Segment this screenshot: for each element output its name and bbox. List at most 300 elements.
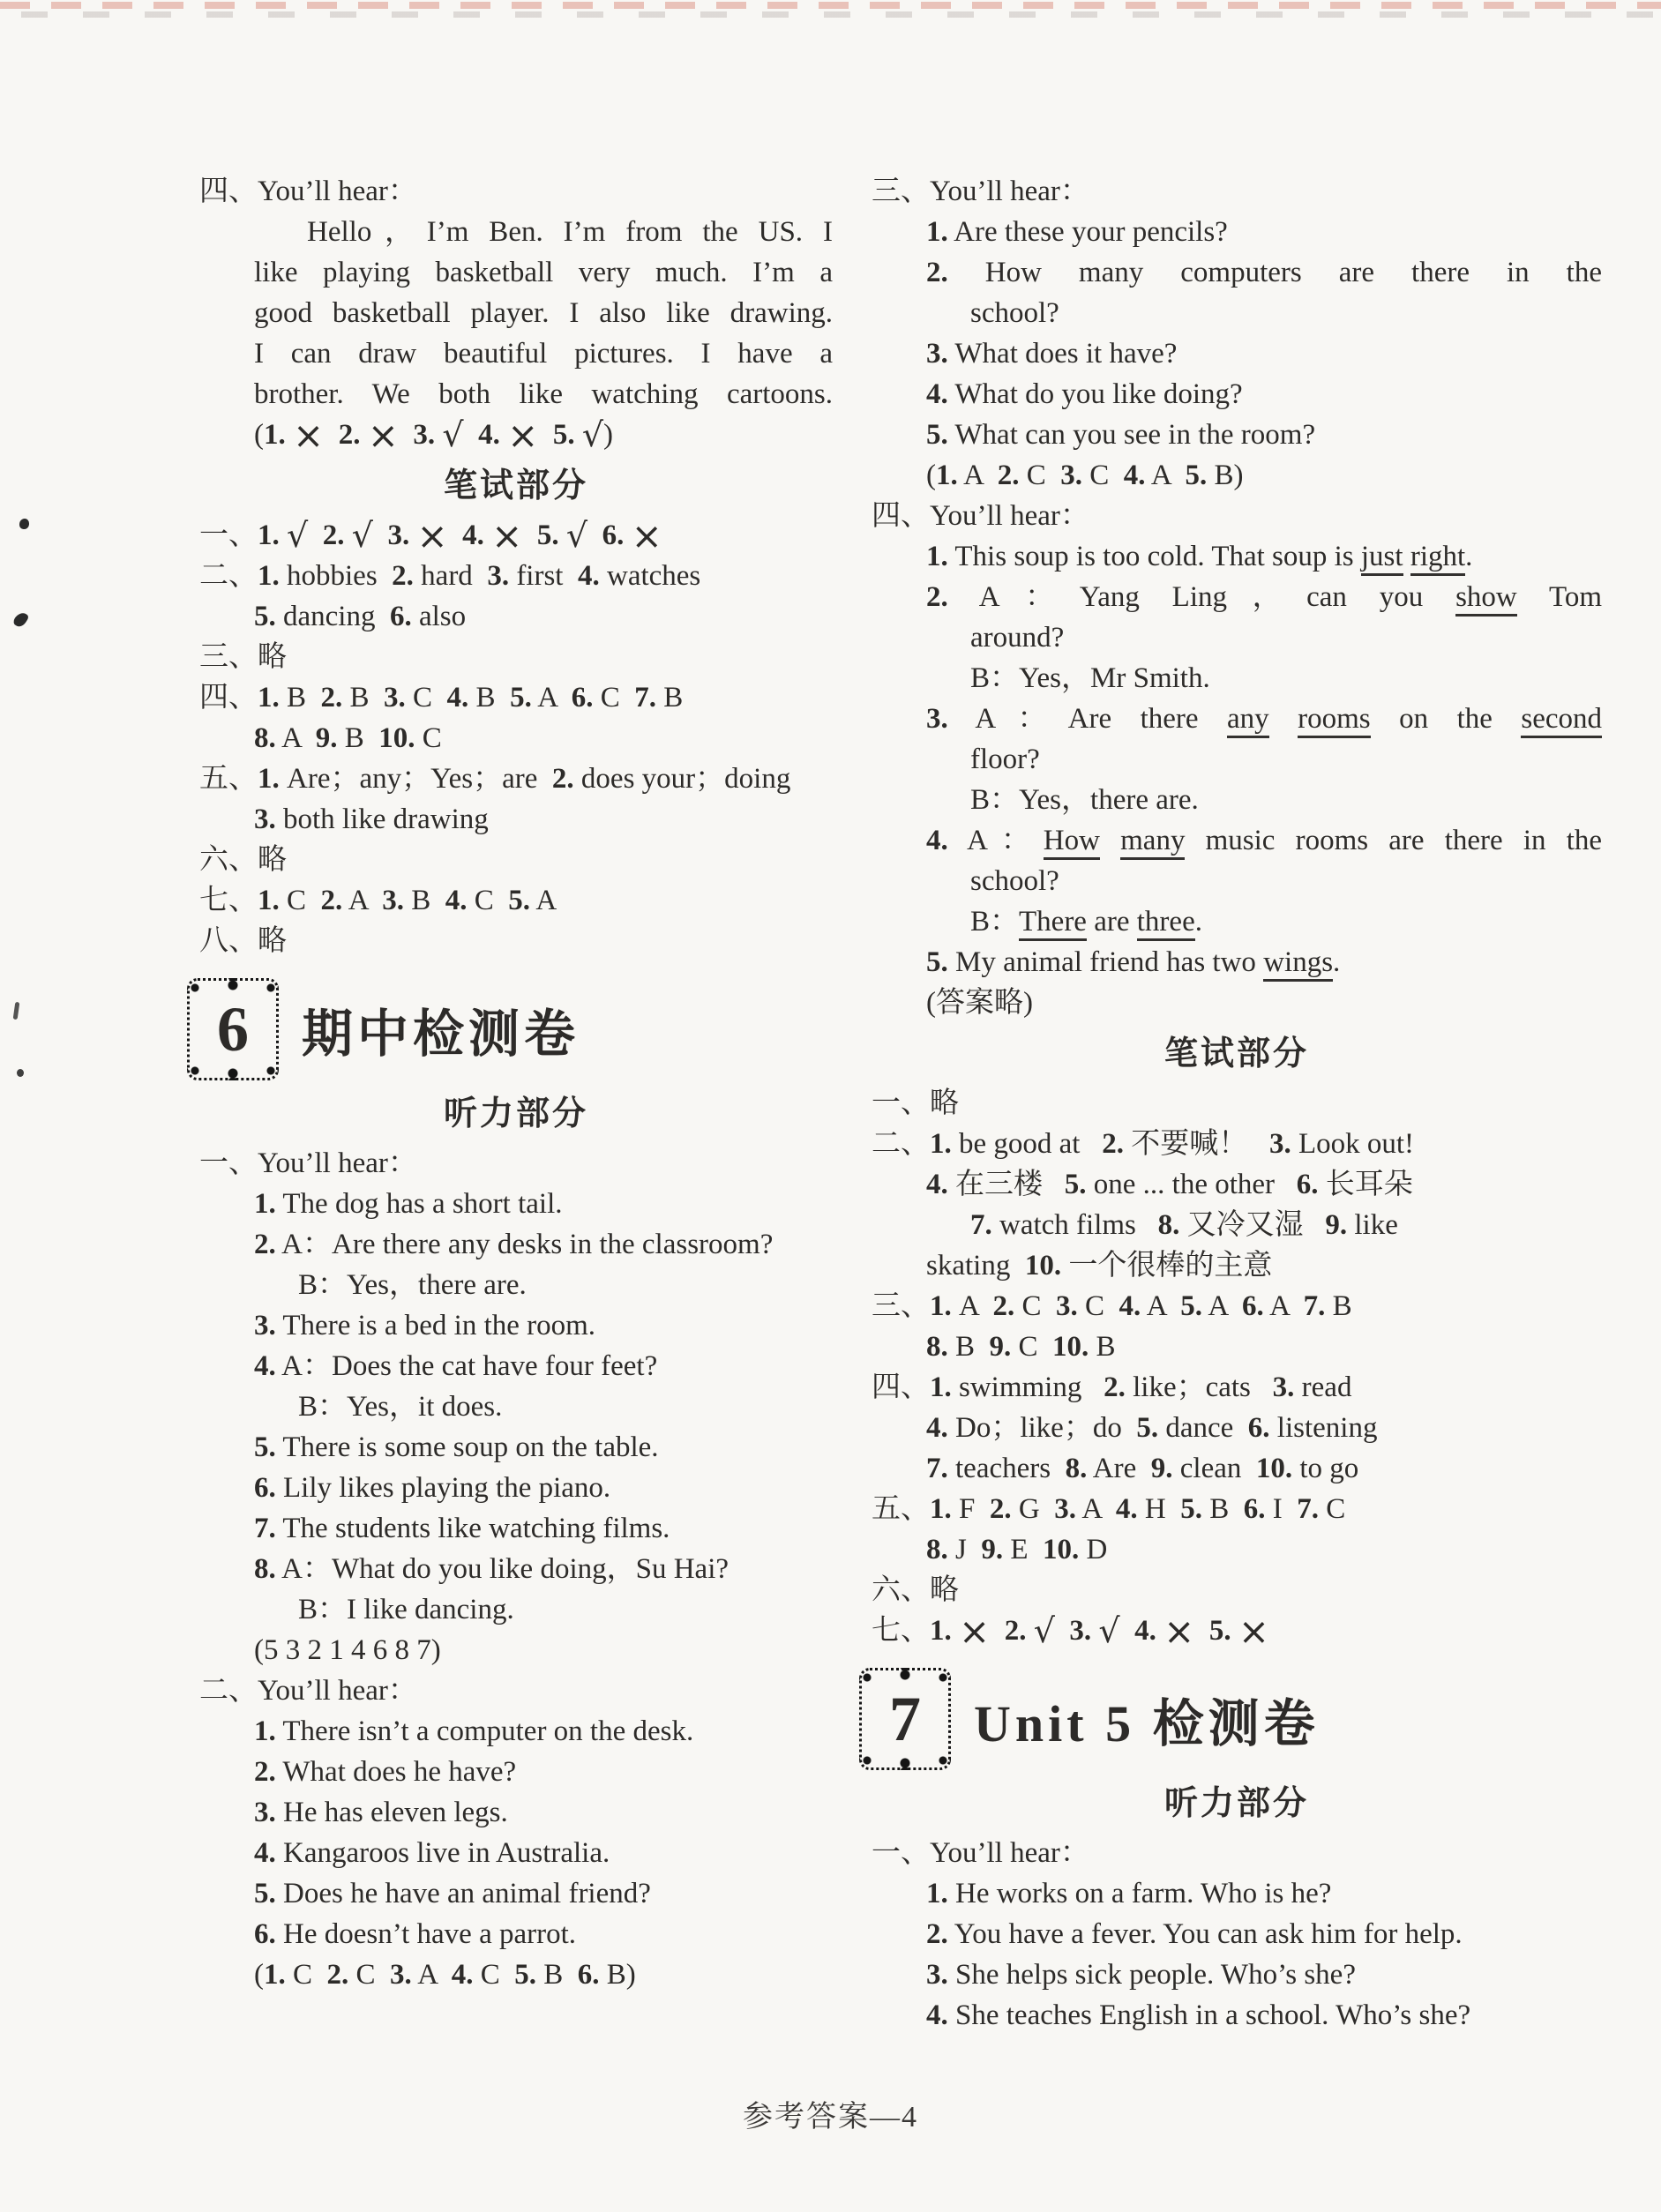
text-run: 五、 bbox=[872, 1493, 930, 1525]
item-number: 5. bbox=[510, 682, 532, 714]
item-number: 3. bbox=[1268, 1128, 1291, 1160]
text-line bbox=[872, 1245, 1602, 1286]
item-number: 1. bbox=[926, 1878, 948, 1909]
text-run: like；cats bbox=[1125, 1371, 1273, 1403]
text-run: The students like watching films. bbox=[275, 1513, 670, 1544]
text-run: 四、You’ll hear： bbox=[872, 500, 1089, 532]
page-number-footer: 参考答案—4 bbox=[743, 2101, 918, 2134]
text-line bbox=[872, 333, 1602, 374]
text-run: B) bbox=[1207, 460, 1244, 491]
text-run: 七、 bbox=[199, 885, 258, 916]
text-run bbox=[575, 419, 582, 451]
text-line bbox=[199, 171, 833, 212]
text-line bbox=[199, 1508, 833, 1549]
text-line bbox=[872, 1529, 1602, 1570]
text-run: He has eleven legs. bbox=[275, 1797, 508, 1828]
text-run: ) bbox=[603, 419, 614, 451]
text-run: 一、 bbox=[199, 519, 258, 551]
text-run: good basketball player. I also like drawing. bbox=[254, 297, 833, 329]
text-line bbox=[199, 1630, 833, 1670]
cross-mark: × bbox=[367, 414, 399, 457]
underlined-answer: many bbox=[1120, 825, 1185, 860]
item-number: 7. bbox=[254, 1513, 276, 1544]
text-run: Tom bbox=[1516, 581, 1602, 613]
text-line bbox=[199, 1670, 833, 1711]
item-number: 5. bbox=[254, 1878, 276, 1909]
item-number: 4. bbox=[926, 825, 948, 856]
text-line bbox=[872, 415, 1602, 455]
text-line bbox=[872, 983, 1602, 1023]
item-number: 7. bbox=[634, 682, 657, 714]
text-run: B：Yes，there are. bbox=[970, 784, 1199, 816]
text-run: watches bbox=[599, 560, 701, 592]
text-run: both like drawing bbox=[275, 803, 489, 835]
text-line bbox=[872, 942, 1602, 983]
item-number: 3. bbox=[384, 682, 406, 714]
text-line bbox=[872, 1164, 1602, 1205]
cross-mark: × bbox=[959, 1610, 991, 1653]
item-number: 8. bbox=[926, 1331, 948, 1363]
text-line bbox=[199, 415, 833, 455]
item-number: 2. bbox=[997, 460, 1020, 491]
text-run: B bbox=[1089, 1331, 1116, 1363]
text-run bbox=[1231, 1615, 1238, 1647]
text-run: I can draw beautiful pictures. I have a bbox=[254, 338, 833, 370]
text-line bbox=[872, 1914, 1602, 1954]
item-number: 5. bbox=[552, 419, 575, 451]
paragraph-line bbox=[199, 293, 833, 333]
text-line bbox=[199, 515, 833, 556]
text-run: B bbox=[656, 682, 684, 714]
item-number: 3. bbox=[413, 419, 436, 451]
item-number: 1. bbox=[926, 216, 948, 248]
text-run bbox=[484, 519, 491, 551]
item-number: 3. bbox=[1060, 460, 1082, 491]
text-line bbox=[199, 1711, 833, 1752]
item-number: 3. bbox=[926, 1959, 948, 1991]
text-line bbox=[872, 252, 1602, 293]
check-mark: √ bbox=[351, 516, 373, 555]
item-number: 4. bbox=[926, 1169, 948, 1200]
unit-badge-number: 6 bbox=[187, 978, 279, 1080]
text-run bbox=[464, 419, 479, 451]
text-line bbox=[199, 1752, 833, 1792]
text-line bbox=[872, 780, 1602, 820]
item-number: 3. bbox=[254, 803, 276, 835]
underlined-answer: rooms bbox=[1298, 703, 1371, 738]
text-run: 七、 bbox=[872, 1615, 930, 1647]
item-number: 2. bbox=[1004, 1615, 1027, 1647]
text-run: B：Yes，Mr Smith. bbox=[970, 662, 1210, 694]
text-run bbox=[952, 1615, 959, 1647]
text-run: A bbox=[957, 460, 998, 491]
text-run: What do you like doing? bbox=[947, 378, 1243, 410]
item-number: 5. bbox=[1208, 1615, 1231, 1647]
text-run: 听力部分 bbox=[443, 1095, 588, 1132]
item-number: 3. bbox=[1054, 1493, 1076, 1525]
text-run: 三、You’ll hear： bbox=[872, 176, 1089, 207]
item-number: 6. bbox=[602, 519, 625, 551]
item-number: 3. bbox=[390, 1959, 412, 1991]
text-line bbox=[199, 556, 833, 596]
text-run: on the bbox=[1370, 703, 1522, 735]
text-line bbox=[199, 1833, 833, 1873]
text-run: Are；any；Yes；are bbox=[279, 763, 552, 795]
item-number: 6. bbox=[1241, 1290, 1264, 1322]
check-mark: √ bbox=[287, 516, 309, 555]
item-number: 8. bbox=[926, 1534, 948, 1566]
text-line bbox=[872, 617, 1602, 658]
text-run: 一个很棒的主意 bbox=[1061, 1250, 1273, 1282]
text-run: A bbox=[1141, 1290, 1181, 1322]
text-line bbox=[199, 1954, 833, 1995]
text-run: hard bbox=[413, 560, 488, 592]
text-run: be good at bbox=[951, 1128, 1103, 1160]
underlined-answer: wings bbox=[1263, 946, 1333, 982]
text-run: B bbox=[536, 1959, 578, 1991]
text-line bbox=[872, 455, 1602, 496]
text-line bbox=[872, 739, 1602, 780]
text-run: 六、略 bbox=[199, 844, 287, 876]
text-run: D bbox=[1079, 1534, 1108, 1566]
text-run: F bbox=[951, 1493, 990, 1525]
underlined-answer: How bbox=[1044, 825, 1100, 860]
text-run: C bbox=[405, 682, 447, 714]
item-number: 2. bbox=[392, 560, 414, 592]
unit-badge-row bbox=[187, 975, 833, 1083]
part-heading bbox=[872, 1782, 1602, 1826]
text-line bbox=[872, 1995, 1602, 2036]
text-run: does your；doing bbox=[573, 763, 791, 795]
item-number: 1. bbox=[254, 1188, 276, 1220]
item-number: 3. bbox=[926, 338, 948, 370]
item-number: 1. bbox=[936, 460, 958, 491]
item-number: 1. bbox=[930, 1371, 952, 1403]
text-run: A bbox=[275, 722, 316, 754]
text-run: There isn’t a computer on the desk. bbox=[275, 1715, 694, 1747]
text-run: A bbox=[411, 1959, 452, 1991]
text-run: dancing bbox=[275, 601, 390, 632]
text-run bbox=[280, 519, 287, 551]
item-number: 8. bbox=[254, 1553, 276, 1585]
text-run: B bbox=[468, 682, 511, 714]
check-mark: √ bbox=[581, 415, 604, 454]
text-run: A bbox=[531, 682, 572, 714]
item-number: 6. bbox=[254, 1472, 276, 1504]
item-number: 4. bbox=[478, 419, 500, 451]
text-line bbox=[199, 718, 833, 759]
text-line bbox=[872, 536, 1602, 577]
check-mark: √ bbox=[565, 516, 588, 555]
item-number: 9. bbox=[989, 1331, 1012, 1363]
item-number: 2. bbox=[254, 1229, 276, 1260]
text-run: C bbox=[415, 722, 442, 754]
text-run bbox=[308, 519, 323, 551]
text-run: A：Yang Ling，can you bbox=[947, 581, 1456, 613]
item-number: 1. bbox=[264, 419, 286, 451]
cross-mark: × bbox=[631, 514, 662, 557]
text-run bbox=[538, 419, 553, 451]
text-run: He works on a farm. Who is he? bbox=[947, 1878, 1332, 1909]
text-run: one ... the other bbox=[1086, 1169, 1297, 1200]
text-run: C bbox=[348, 1959, 391, 1991]
text-run bbox=[559, 519, 566, 551]
text-line bbox=[199, 921, 833, 961]
item-number: 2. bbox=[1104, 1371, 1126, 1403]
item-number: 4. bbox=[926, 1412, 948, 1444]
cross-mark: × bbox=[293, 414, 325, 457]
text-run bbox=[1194, 1615, 1209, 1647]
text-run: 一、略 bbox=[872, 1087, 959, 1119]
text-line bbox=[199, 1589, 833, 1630]
text-line bbox=[199, 759, 833, 799]
item-number: 10. bbox=[1043, 1534, 1080, 1566]
text-run: A bbox=[1202, 1290, 1242, 1322]
text-run: I bbox=[1265, 1493, 1298, 1525]
text-line bbox=[199, 1427, 833, 1468]
item-number: 3. bbox=[487, 560, 510, 592]
text-run: The dog has a short tail. bbox=[275, 1188, 563, 1220]
text-line bbox=[872, 1408, 1602, 1448]
item-number: 3. bbox=[1056, 1290, 1078, 1322]
text-run: ( bbox=[926, 460, 936, 491]
item-number: 3. bbox=[254, 1310, 276, 1341]
text-run bbox=[624, 519, 631, 551]
text-run: Are these your pencils? bbox=[947, 216, 1228, 248]
text-run bbox=[1120, 1615, 1135, 1647]
text-run: B bbox=[1202, 1493, 1244, 1525]
unit-badge-row bbox=[859, 1665, 1602, 1773]
item-number: 2. bbox=[926, 1918, 948, 1950]
item-number: 9. bbox=[981, 1534, 1004, 1566]
item-number: 2. bbox=[992, 1290, 1015, 1322]
text-run: read bbox=[1294, 1371, 1352, 1403]
text-line bbox=[872, 1489, 1602, 1529]
text-run bbox=[522, 519, 537, 551]
text-line bbox=[199, 1873, 833, 1914]
text-run: hobbies bbox=[279, 560, 393, 592]
text-run: are bbox=[1086, 906, 1137, 938]
text-line bbox=[872, 171, 1602, 212]
text-line bbox=[872, 1448, 1602, 1489]
item-number: 5. bbox=[1185, 460, 1208, 491]
item-number: 4. bbox=[462, 519, 484, 551]
text-run: teachers bbox=[947, 1453, 1066, 1484]
text-run: Hello，I’m Ben. I’m from the US. I bbox=[307, 216, 833, 248]
text-line bbox=[872, 1286, 1602, 1326]
text-run: H bbox=[1137, 1493, 1181, 1525]
text-run: B bbox=[403, 885, 445, 916]
text-run: My animal friend has two bbox=[947, 946, 1264, 978]
text-line bbox=[872, 1833, 1602, 1873]
text-run: B：Yes，there are. bbox=[298, 1269, 527, 1301]
item-number: 4. bbox=[1119, 1290, 1141, 1322]
item-number: 10. bbox=[1255, 1453, 1293, 1484]
underlined-answer: right bbox=[1410, 541, 1465, 576]
text-run: B： bbox=[970, 906, 1020, 938]
text-run: B) bbox=[599, 1959, 636, 1991]
text-run: She teaches English in a school. Who’s she? bbox=[947, 1999, 1471, 2031]
text-line bbox=[872, 1205, 1602, 1245]
item-number: 2. bbox=[254, 1756, 276, 1788]
item-number: 1. bbox=[264, 1959, 286, 1991]
text-run: B bbox=[279, 682, 321, 714]
item-number: 5. bbox=[254, 1431, 276, 1463]
text-run: B bbox=[1325, 1290, 1352, 1322]
text-run: J bbox=[947, 1534, 982, 1566]
text-run bbox=[286, 419, 293, 451]
item-number: 4. bbox=[926, 378, 948, 410]
text-run bbox=[1026, 1615, 1033, 1647]
item-number: 1. bbox=[930, 1615, 952, 1647]
item-number: 7. bbox=[970, 1209, 992, 1241]
text-run: C bbox=[473, 1959, 515, 1991]
underlined-answer: three bbox=[1137, 906, 1195, 941]
item-number: 4. bbox=[1123, 460, 1146, 491]
text-run: brother. We both like watching cartoons. bbox=[254, 378, 833, 410]
text-run: 一、You’ll hear： bbox=[199, 1147, 417, 1179]
text-line bbox=[199, 596, 833, 637]
item-number: 4. bbox=[446, 682, 469, 714]
text-run bbox=[1055, 1615, 1070, 1647]
text-run bbox=[587, 519, 602, 551]
text-run: 六、略 bbox=[872, 1574, 959, 1606]
item-number: 6. bbox=[389, 601, 412, 632]
item-number: 3. bbox=[926, 703, 948, 735]
text-run bbox=[1269, 703, 1298, 735]
ink-speck bbox=[19, 519, 29, 529]
text-run: 四、You’ll hear： bbox=[199, 176, 417, 207]
item-number: 5. bbox=[1136, 1412, 1159, 1444]
item-number: 2. bbox=[926, 257, 948, 288]
text-run: 在三楼 bbox=[947, 1169, 1065, 1200]
item-number: 8. bbox=[254, 722, 276, 754]
text-run: clean bbox=[1172, 1453, 1256, 1484]
item-number: 8. bbox=[1157, 1209, 1180, 1241]
text-run: around? bbox=[970, 622, 1065, 654]
paragraph-line bbox=[199, 252, 833, 293]
text-run: A bbox=[530, 885, 557, 916]
text-line bbox=[872, 1610, 1602, 1651]
text-run bbox=[1403, 541, 1410, 572]
item-number: 2. bbox=[926, 581, 948, 613]
item-number: 2. bbox=[989, 1493, 1012, 1525]
item-number: 3. bbox=[254, 1797, 276, 1828]
item-number: 2. bbox=[322, 519, 345, 551]
text-run: B bbox=[337, 722, 379, 754]
item-number: 8. bbox=[1065, 1453, 1088, 1484]
part-heading bbox=[872, 1032, 1602, 1076]
text-run bbox=[500, 419, 507, 451]
text-run: 笔试部分 bbox=[443, 467, 588, 504]
underlined-answer: There bbox=[1019, 906, 1087, 941]
text-line bbox=[872, 577, 1602, 617]
item-number: 10. bbox=[1024, 1250, 1062, 1282]
text-line bbox=[199, 1792, 833, 1833]
text-run: How many computers are there in the bbox=[947, 257, 1602, 288]
text-line bbox=[872, 496, 1602, 536]
text-run: skating bbox=[926, 1250, 1025, 1282]
text-run: Lily likes playing the piano. bbox=[275, 1472, 611, 1504]
unit-badge-title: 期中检测卷 bbox=[302, 1005, 580, 1063]
check-mark: √ bbox=[442, 415, 464, 454]
item-number: 4. bbox=[926, 1999, 948, 2031]
item-number: 4. bbox=[1115, 1493, 1138, 1525]
text-run: . bbox=[1333, 946, 1341, 978]
item-number: 1. bbox=[930, 1493, 952, 1525]
text-run: 长耳朵 bbox=[1318, 1169, 1413, 1200]
item-number: 2. bbox=[1102, 1128, 1124, 1160]
check-mark: √ bbox=[1098, 1611, 1120, 1650]
text-run: 听力部分 bbox=[1163, 1785, 1309, 1822]
text-line bbox=[872, 1367, 1602, 1408]
text-line bbox=[199, 677, 833, 718]
text-run bbox=[990, 1615, 1005, 1647]
text-line bbox=[872, 293, 1602, 333]
text-run: ( bbox=[254, 419, 264, 451]
text-run: There is a bed in the room. bbox=[275, 1310, 596, 1341]
text-run: C bbox=[1014, 1290, 1057, 1322]
item-number: 7. bbox=[1297, 1493, 1320, 1525]
text-line bbox=[872, 1570, 1602, 1610]
text-run: Does he have an animal friend? bbox=[275, 1878, 651, 1909]
text-run: 又冷又湿 bbox=[1179, 1209, 1326, 1241]
text-run: C bbox=[1019, 460, 1061, 491]
text-run: school? bbox=[970, 297, 1059, 329]
text-run: This soup is too cold. That soup is bbox=[947, 541, 1361, 572]
text-line bbox=[199, 1224, 833, 1265]
text-run: first bbox=[509, 560, 578, 592]
text-line bbox=[199, 880, 833, 921]
text-run: like playing basketball very much. I’m a bbox=[254, 257, 833, 288]
unit-badge-title: Unit 5 检测卷 bbox=[974, 1695, 1320, 1752]
text-run bbox=[448, 519, 463, 551]
text-line bbox=[872, 699, 1602, 739]
text-run: B bbox=[947, 1331, 990, 1363]
paragraph-line bbox=[199, 374, 833, 415]
text-run: Are bbox=[1087, 1453, 1151, 1484]
item-number: 5. bbox=[1180, 1493, 1202, 1525]
cross-mark: × bbox=[1163, 1610, 1195, 1653]
text-run: What does he have? bbox=[275, 1756, 517, 1788]
text-line bbox=[872, 658, 1602, 699]
item-number: 4. bbox=[445, 885, 468, 916]
text-run: A bbox=[951, 1290, 993, 1322]
text-line bbox=[872, 820, 1602, 861]
text-run: swimming bbox=[951, 1371, 1104, 1403]
item-number: 6. bbox=[1243, 1493, 1266, 1525]
text-line bbox=[199, 637, 833, 677]
item-number: 2. bbox=[551, 763, 574, 795]
text-run: What can you see in the room? bbox=[947, 419, 1316, 451]
text-line bbox=[199, 1468, 833, 1508]
item-number: 4. bbox=[451, 1959, 474, 1991]
item-number: 10. bbox=[378, 722, 415, 754]
text-run: (答案略) bbox=[926, 987, 1033, 1019]
text-run: like bbox=[1347, 1209, 1398, 1241]
text-run bbox=[373, 519, 388, 551]
text-run: B：I like dancing. bbox=[298, 1594, 514, 1625]
text-run bbox=[324, 419, 339, 451]
item-number: 2. bbox=[338, 419, 361, 451]
ink-speck bbox=[11, 610, 29, 629]
text-run: dance bbox=[1158, 1412, 1248, 1444]
text-run bbox=[360, 419, 367, 451]
cross-mark: × bbox=[1238, 1610, 1270, 1653]
text-line bbox=[199, 840, 833, 880]
text-line bbox=[199, 1265, 833, 1305]
text-run: to go bbox=[1292, 1453, 1359, 1484]
